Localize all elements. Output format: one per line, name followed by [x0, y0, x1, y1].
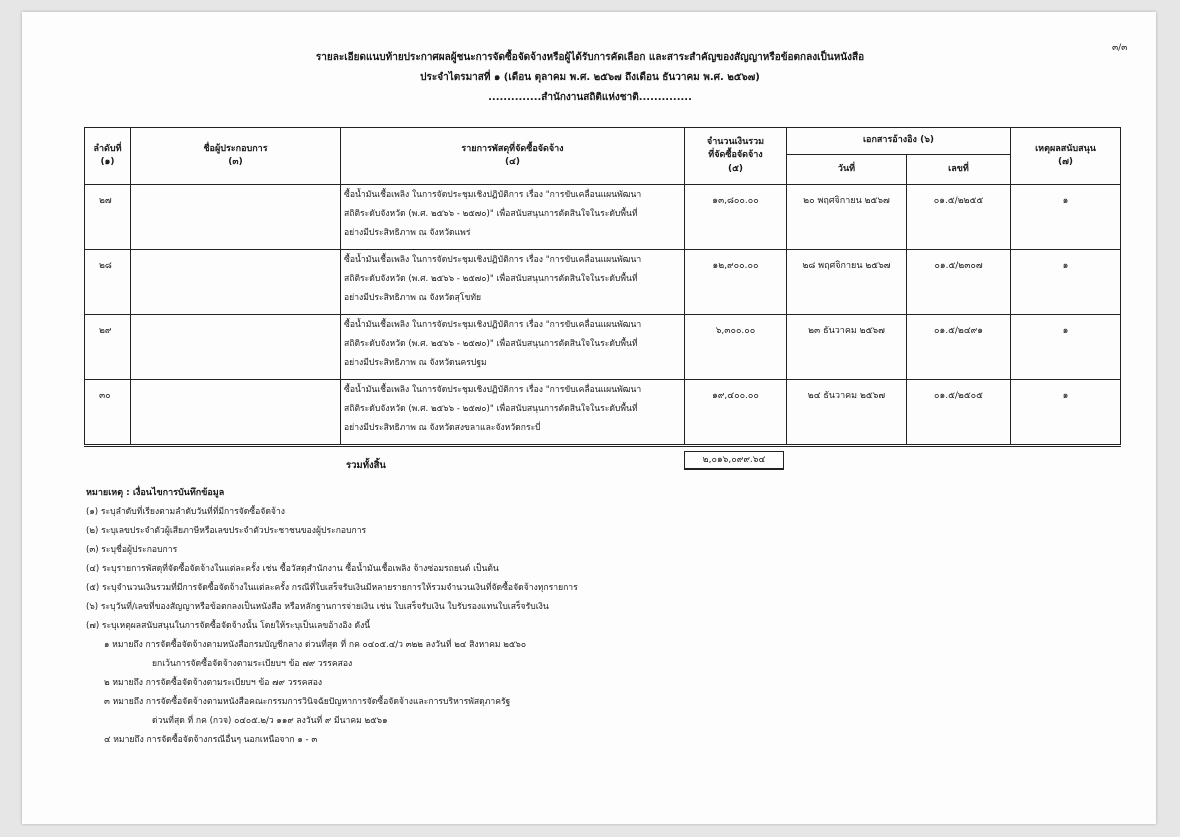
note-item: (๕) ระบุจำนวนเงินรวมที่มีการจัดซื้อจัดจ้างในแต่ละครั้ง กรณีที่ใบเสร็จรับเงินมีหลายรายการให้รวมจำนวนเงินที่จัดซื้อจัดจ้างทุกรายการ [86, 583, 578, 593]
row-vendor [131, 315, 341, 380]
procurement-table [84, 127, 1121, 447]
row-reason: ๑ [1011, 185, 1121, 250]
row-vendor [131, 250, 341, 315]
row-amount: ๑๒,๙๐๐.๐๐ [685, 250, 787, 315]
table-row [85, 380, 1121, 446]
row-ref-no: ๐๑.๕/๒๕๐๕ [907, 380, 1011, 446]
table-row [85, 250, 1121, 315]
col-header-vendor: ชื่อผู้ประกอบการ (๓) [131, 128, 341, 185]
row-no: ๒๙ [85, 315, 131, 380]
row-amount: ๖,๓๐๐.๐๐ [685, 315, 787, 380]
col-header-item: รายการพัสดุที่จัดซื้อจัดจ้าง (๔) [341, 128, 685, 185]
reason-code-1: ๑ หมายถึง การจัดซื้อจัดจ้างตามหนังสือกรมบัญชีกลาง ด่วนที่สุด ที่ กค ๐๔๐๕.๔/ว ๓๒๒ ลงวันที่ ๒๔ สิงหาคม ๒๕๖๐ [104, 640, 527, 650]
row-reason: ๑ [1011, 315, 1121, 380]
col-header-ref-date: วันที่ [787, 155, 907, 185]
row-description: ซื้อน้ำมันเชื้อเพลิง ในการจัดประชุมเชิงปฏิบัติการ เรื่อง "การขับเคลื่อนแผนพัฒนา สถิติระดับจังหวัด (พ.ศ. ๒๕๖๖ - ๒๕๗๐)" เพื่อสนับสนุนการตัดสินใจในระดับพื้นที่ อย่างมีประสิทธิภาพ ณ จังหวัดสุโขทัย [341, 250, 685, 315]
notes-heading: หมายเหตุ : เงื่อนไขการบันทึกข้อมูล [86, 488, 225, 498]
page-number: ๓/๓ [1112, 43, 1128, 53]
total-label: รวมทั้งสิ้น [346, 460, 386, 471]
reason-code-2: ๒ หมายถึง การจัดซื้อจัดจ้างตามระเบียบฯ ข้อ ๗๙ วรรคสอง [104, 678, 323, 688]
note-item: (๖) ระบุวันที่/เลขที่ของสัญญาหรือข้อตกลงเป็นหนังสือ หรือหลักฐานการจ่ายเงิน เช่น ใบเสร็จรับเงิน ใบรับรองแทนใบเสร็จรับเงิน [86, 602, 549, 612]
row-description: ซื้อน้ำมันเชื้อเพลิง ในการจัดประชุมเชิงปฏิบัติการ เรื่อง "การขับเคลื่อนแผนพัฒนา สถิติระดับจังหวัด (พ.ศ. ๒๕๖๖ - ๒๕๗๐)" เพื่อสนับสนุนการตัดสินใจในระดับพื้นที่ อย่างมีประสิทธิภาพ ณ จังหวัดสงขลาและจังหวัดกระบี่ [341, 380, 685, 446]
row-vendor [131, 380, 341, 446]
row-ref-no: ๐๑.๕/๒๔๙๑ [907, 315, 1011, 380]
row-amount: ๑๓,๘๐๐.๐๐ [685, 185, 787, 250]
row-vendor [131, 185, 341, 250]
note-item: (๑) ระบุลำดับที่เรียงตามลำดับวันที่ที่มีการจัดซื้อจัดจ้าง [86, 507, 285, 517]
row-no: ๓๐ [85, 380, 131, 446]
col-header-amount: จำนวนเงินรวม ที่จัดซื้อจัดจ้าง (๕) [685, 128, 787, 185]
row-ref-date: ๒๓ ธันวาคม ๒๕๖๗ [787, 315, 907, 380]
row-ref-date: ๒๔ ธันวาคม ๒๕๖๗ [787, 380, 907, 446]
col-header-ref-no: เลขที่ [907, 155, 1011, 185]
note-item: (๔) ระบุรายการพัสดุที่จัดซื้อจัดจ้างในแต่ละครั้ง เช่น ซื้อวัสดุสำนักงาน ซื้อน้ำมันเชื้อเพลิง จ้างซ่อมรถยนต์ เป็นต้น [86, 564, 499, 574]
row-no: ๒๘ [85, 250, 131, 315]
note-item: (๓) ระบุชื่อผู้ประกอบการ [86, 545, 178, 555]
col-header-reference: เอกสารอ้างอิง (๖) [787, 128, 1011, 155]
note-item: (๒) ระบุเลขประจำตัวผู้เสียภาษีหรือเลขประจำตัวประชาชนของผู้ประกอบการ [86, 526, 367, 536]
col-header-reason: เหตุผลสนับสนุน (๗) [1011, 128, 1121, 185]
document-subtitle-quarter: ประจำไตรมาสที่ ๑ (เดือน ตุลาคม พ.ศ. ๒๕๖๗ ถึงเดือน ธันวาคม พ.ศ. ๒๕๖๗) [420, 72, 760, 83]
reason-code-3: ๓ หมายถึง การจัดซื้อจัดจ้างตามหนังสือคณะกรรมการวินิจฉัยปัญหาการจัดซื้อจัดจ้างและการบริหารพัสดุภาครัฐ [104, 697, 511, 707]
row-description: ซื้อน้ำมันเชื้อเพลิง ในการจัดประชุมเชิงปฏิบัติการ เรื่อง "การขับเคลื่อนแผนพัฒนา สถิติระดับจังหวัด (พ.ศ. ๒๕๖๖ - ๒๕๗๐)" เพื่อสนับสนุนการตัดสินใจในระดับพื้นที่ อย่างมีประสิทธิภาพ ณ จังหวัดนครปฐม [341, 315, 685, 380]
table-row [85, 315, 1121, 380]
row-ref-date: ๒๘ พฤศจิกายน ๒๕๖๗ [787, 250, 907, 315]
reason-code-1-cont: ยกเว้นการจัดซื้อจัดจ้างตามระเบียบฯ ข้อ ๗๙ วรรคสอง [152, 659, 353, 669]
row-ref-no: ๐๑.๕/๒๒๕๕ [907, 185, 1011, 250]
row-no: ๒๗ [85, 185, 131, 250]
row-reason: ๑ [1011, 380, 1121, 446]
table-row [85, 185, 1121, 250]
total-value: ๒,๐๑๖,๐๙๙.๖๔ [684, 451, 784, 470]
row-description: ซื้อน้ำมันเชื้อเพลิง ในการจัดประชุมเชิงปฏิบัติการ เรื่อง "การขับเคลื่อนแผนพัฒนา สถิติระดับจังหวัด (พ.ศ. ๒๕๖๖ - ๒๕๗๐)" เพื่อสนับสนุนการตัดสินใจในระดับพื้นที่ อย่างมีประสิทธิภาพ ณ จังหวัดแพร่ [341, 185, 685, 250]
reason-code-3-cont: ด่วนที่สุด ที่ กค (กวจ) ๐๔๐๕.๒/ว ๑๑๙ ลงวันที่ ๙ มีนาคม ๒๕๖๑ [152, 716, 388, 726]
row-amount: ๑๙,๔๐๐.๐๐ [685, 380, 787, 446]
row-reason: ๑ [1011, 250, 1121, 315]
col-header-no: ลำดับที่ (๑) [85, 128, 131, 185]
reason-code-4: ๔ หมายถึง การจัดซื้อจัดจ้างกรณีอื่นๆ นอกเหนือจาก ๑ - ๓ [104, 735, 318, 745]
note-item: (๗) ระบุเหตุผลสนับสนุนในการจัดซื้อจัดจ้างนั้น โดยให้ระบุเป็นเลขอ้างอิง ดังนี้ [86, 621, 371, 631]
row-ref-no: ๐๑.๕/๒๓๐๗ [907, 250, 1011, 315]
document-agency: ..............สำนักงานสถิติแห่งชาติ.............. [488, 92, 692, 103]
row-ref-date: ๒๐ พฤศจิกายน ๒๕๖๗ [787, 185, 907, 250]
document-title: รายละเอียดแนบท้ายประกาศผลผู้ชนะการจัดซื้อจัดจ้างหรือผู้ได้รับการคัดเลือก และสาระสำคัญของสัญญาหรือข้อตกลงเป็นหนังสือ [315, 52, 865, 63]
